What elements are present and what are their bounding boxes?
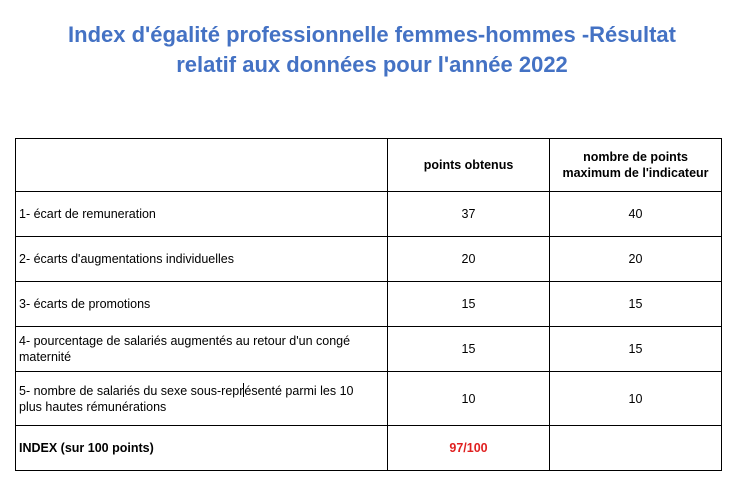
table-row xyxy=(16,372,722,426)
indicator-label-line-2: maternité xyxy=(19,350,72,364)
header-max-points-line-1: nombre de points xyxy=(583,150,688,164)
indicator-label xyxy=(16,372,388,426)
table-row xyxy=(16,327,722,372)
points-max: 15 xyxy=(550,327,722,372)
indicator-label: 2- écarts d'augmentations individuelles xyxy=(16,237,388,282)
points-obtained: 15 xyxy=(388,327,550,372)
index-table xyxy=(15,138,722,471)
header-max-points xyxy=(550,139,722,192)
points-obtained: 10 xyxy=(388,372,550,426)
points-max: 20 xyxy=(550,237,722,282)
table-header-row xyxy=(16,139,722,192)
page-title xyxy=(0,20,744,80)
header-points-obtained: points obtenus xyxy=(388,139,550,192)
points-max: 15 xyxy=(550,282,722,327)
points-max: 10 xyxy=(550,372,722,426)
points-obtained: 15 xyxy=(388,282,550,327)
index-total-label: INDEX (sur 100 points) xyxy=(16,426,388,471)
points-obtained: 37 xyxy=(388,192,550,237)
indicator-label-line-1: 4- pourcentage de salariés augmentés au retour d'un congé xyxy=(19,334,351,348)
table-row xyxy=(16,237,722,282)
indicator-label: 1- écart de remuneration xyxy=(16,192,388,237)
index-total-row xyxy=(16,426,722,471)
title-line-1: Index d'égalité professionnelle femmes-hommes -Résultat xyxy=(68,22,676,47)
indicator-label-line-2: plus hautes rémunérations xyxy=(19,399,167,414)
indicator-label: 3- écarts de promotions xyxy=(16,282,388,327)
points-obtained: 20 xyxy=(388,237,550,282)
table-row xyxy=(16,192,722,237)
indicator-label-line-1b: ésenté parmi les 10 xyxy=(244,383,354,398)
header-indicator-cell xyxy=(16,139,388,192)
indicator-label xyxy=(16,327,388,372)
points-max: 40 xyxy=(550,192,722,237)
index-total-max xyxy=(550,426,722,471)
header-max-points-line-2: maximum de l'indicateur xyxy=(562,166,709,180)
table-row xyxy=(16,282,722,327)
indicator-label-line-1a: 5- nombre de salariés du sexe sous-repr xyxy=(19,383,244,398)
title-line-2: relatif aux données pour l'année 2022 xyxy=(176,52,568,77)
index-total-score: 97/100 xyxy=(388,426,550,471)
